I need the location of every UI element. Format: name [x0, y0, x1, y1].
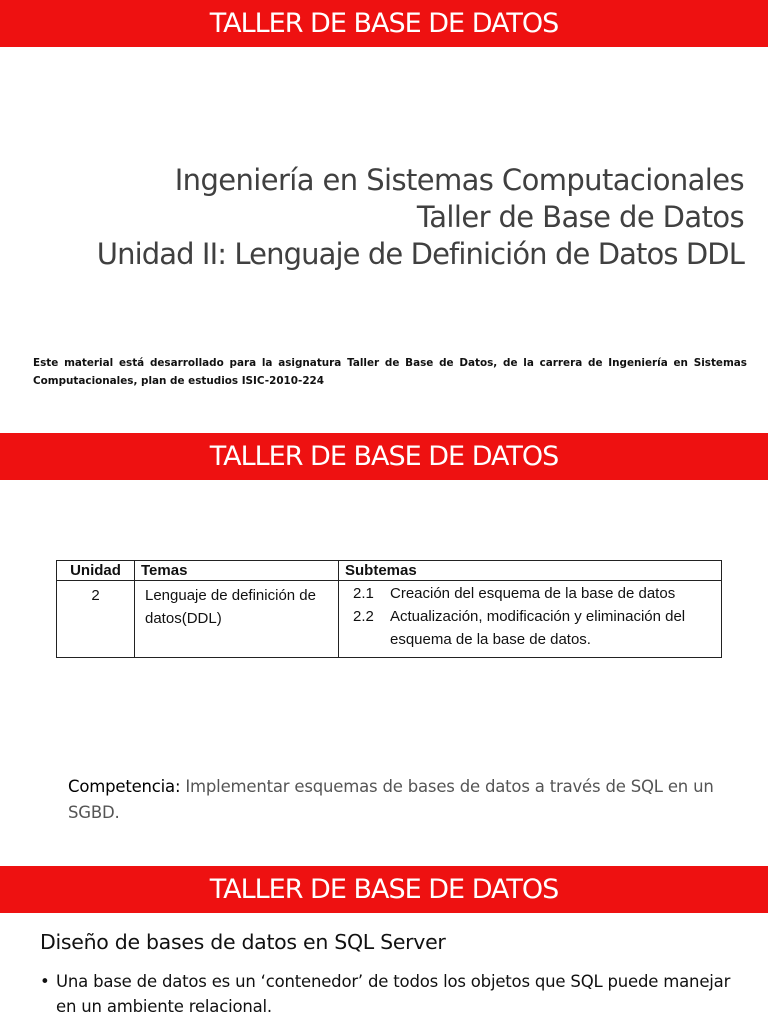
subtopic-number: 2.1 [353, 585, 374, 602]
header-temas: Temas [135, 561, 339, 581]
slide-3-heading: Diseño de bases de datos en SQL Server [40, 930, 446, 954]
slide-1-title [24, 162, 744, 273]
title-line-1: Ingeniería en Sistemas Computacionales [174, 163, 744, 197]
bullet-text: Una base de datos es un ‘contenedor’ de todos los objetos que SQL puede manejar en un ambiente relacional. [56, 972, 731, 1016]
slide-1-header-title: TALLER DE BASE DE DATOS [209, 8, 559, 39]
header-unidad: Unidad [57, 561, 135, 581]
course-note: Este material está desarrollado para la asignatura Taller de Base de Datos, de la carrera de Ingeniería en Sistemas Computacionales, plan de estudios ISIC-2010-224 [33, 357, 747, 387]
title-line-3: Unidad II: Lenguaje de Definición de Datos DDL [96, 237, 744, 271]
list-item [40, 969, 740, 1019]
table-header-row [57, 561, 722, 581]
subtopic-item [353, 605, 715, 651]
slide-2-header [0, 433, 768, 480]
subtopics-cell [339, 581, 722, 658]
syllabus-table [56, 560, 722, 658]
subtopic-text: Creación del esquema de la base de datos [390, 585, 676, 602]
competence-label: Competencia: [68, 777, 181, 796]
competence-text [68, 774, 738, 826]
slide-3-header-title: TALLER DE BASE DE DATOS [209, 874, 559, 905]
subtopic-item [353, 582, 715, 605]
title-line-2: Taller de Base de Datos [416, 200, 744, 234]
bullet-icon: • [40, 972, 50, 991]
slide-1-header [0, 0, 768, 47]
slide-2-header-title: TALLER DE BASE DE DATOS [209, 441, 559, 472]
competence-description: Implementar esquemas de bases de datos a través de SQL en un SGBD. [68, 777, 714, 822]
header-subtemas: Subtemas [339, 561, 722, 581]
unit-cell: 2 [57, 581, 135, 658]
table-row [57, 581, 722, 658]
subtopic-text: Actualización, modificación y eliminación del esquema de la base de datos. [390, 608, 686, 648]
topic-cell: Lenguaje de definición de datos(DDL) [135, 581, 339, 658]
slide-3-header [0, 866, 768, 913]
subtopic-number: 2.2 [353, 608, 374, 625]
